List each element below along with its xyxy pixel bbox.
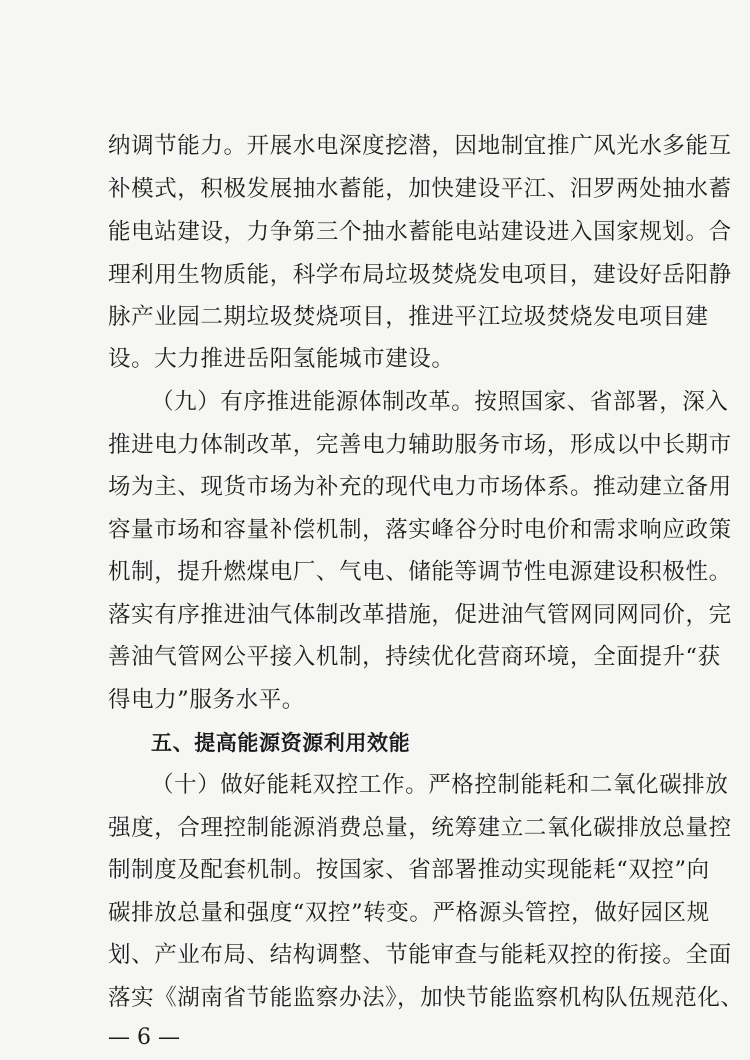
body-text-line: 制制度及配套机制。按国家、省部署推动实现能耗“双控”向 [108, 857, 710, 883]
body-text-line: 得电力”服务水平。 [108, 687, 305, 713]
body-text-line: 理利用生物质能，科学布局垃圾焚烧发电项目，建设好岳阳静 [108, 262, 732, 288]
body-text-line: 机制，提升燃煤电厂、气电、储能等调节性电源建设积极性。 [108, 559, 732, 585]
body-text-line: 场为主、现货市场为补充的现代电力市场体系。推动建立备用 [108, 474, 732, 500]
body-text-line: 落实《湖南省节能监察办法》，加快节能监察机构队伍规范化、 [108, 985, 744, 1011]
body-text-line: 碳排放总量和强度“双控”转变。严格源头管控，做好园区规 [108, 900, 710, 926]
body-text-line: 落实有序推进油气体制改革措施，促进油气管网同网同价，完 [108, 602, 732, 628]
paragraph-first-line: （十）做好能耗双控工作。严格控制能耗和二氧化碳排放 [151, 772, 729, 798]
body-text-line: 推进电力体制改革，完善电力辅助服务市场，形成以中长期市 [108, 432, 732, 458]
page-number: — 6 — [108, 1025, 180, 1050]
body-text-line: 划、产业布局、结构调整、节能审查与能耗双控的衔接。全面 [108, 942, 732, 968]
body-text-line: 设。大力推进岳阳氢能城市建设。 [108, 346, 455, 372]
section-heading: 五、提高能源资源利用效能 [151, 731, 411, 755]
body-text-line: 能电站建设，力争第三个抽水蓄能电站建设进入国家规划。合 [108, 219, 732, 245]
body-text-line: 强度，合理控制能源消费总量，统筹建立二氧化碳排放总量控 [108, 815, 732, 841]
body-text-line: 善油气管网公平接入机制，持续优化营商环境，全面提升“获 [108, 644, 721, 670]
body-text-line: 脉产业园二期垃圾焚烧项目，推进平江垃圾焚烧发电项目建 [108, 304, 709, 330]
paragraph-first-line: （九）有序推进能源体制改革。按照国家、省部署，深入 [151, 389, 729, 415]
body-text-line: 纳调节能力。开展水电深度挖潜，因地制宜推广风光水多能互 [108, 133, 732, 159]
body-text-line: 容量市场和容量补偿机制，落实峰谷分时电价和需求响应政策 [108, 517, 732, 543]
body-text-line: 补模式，积极发展抽水蓄能，加快建设平江、汨罗两处抽水蓄 [108, 176, 732, 202]
